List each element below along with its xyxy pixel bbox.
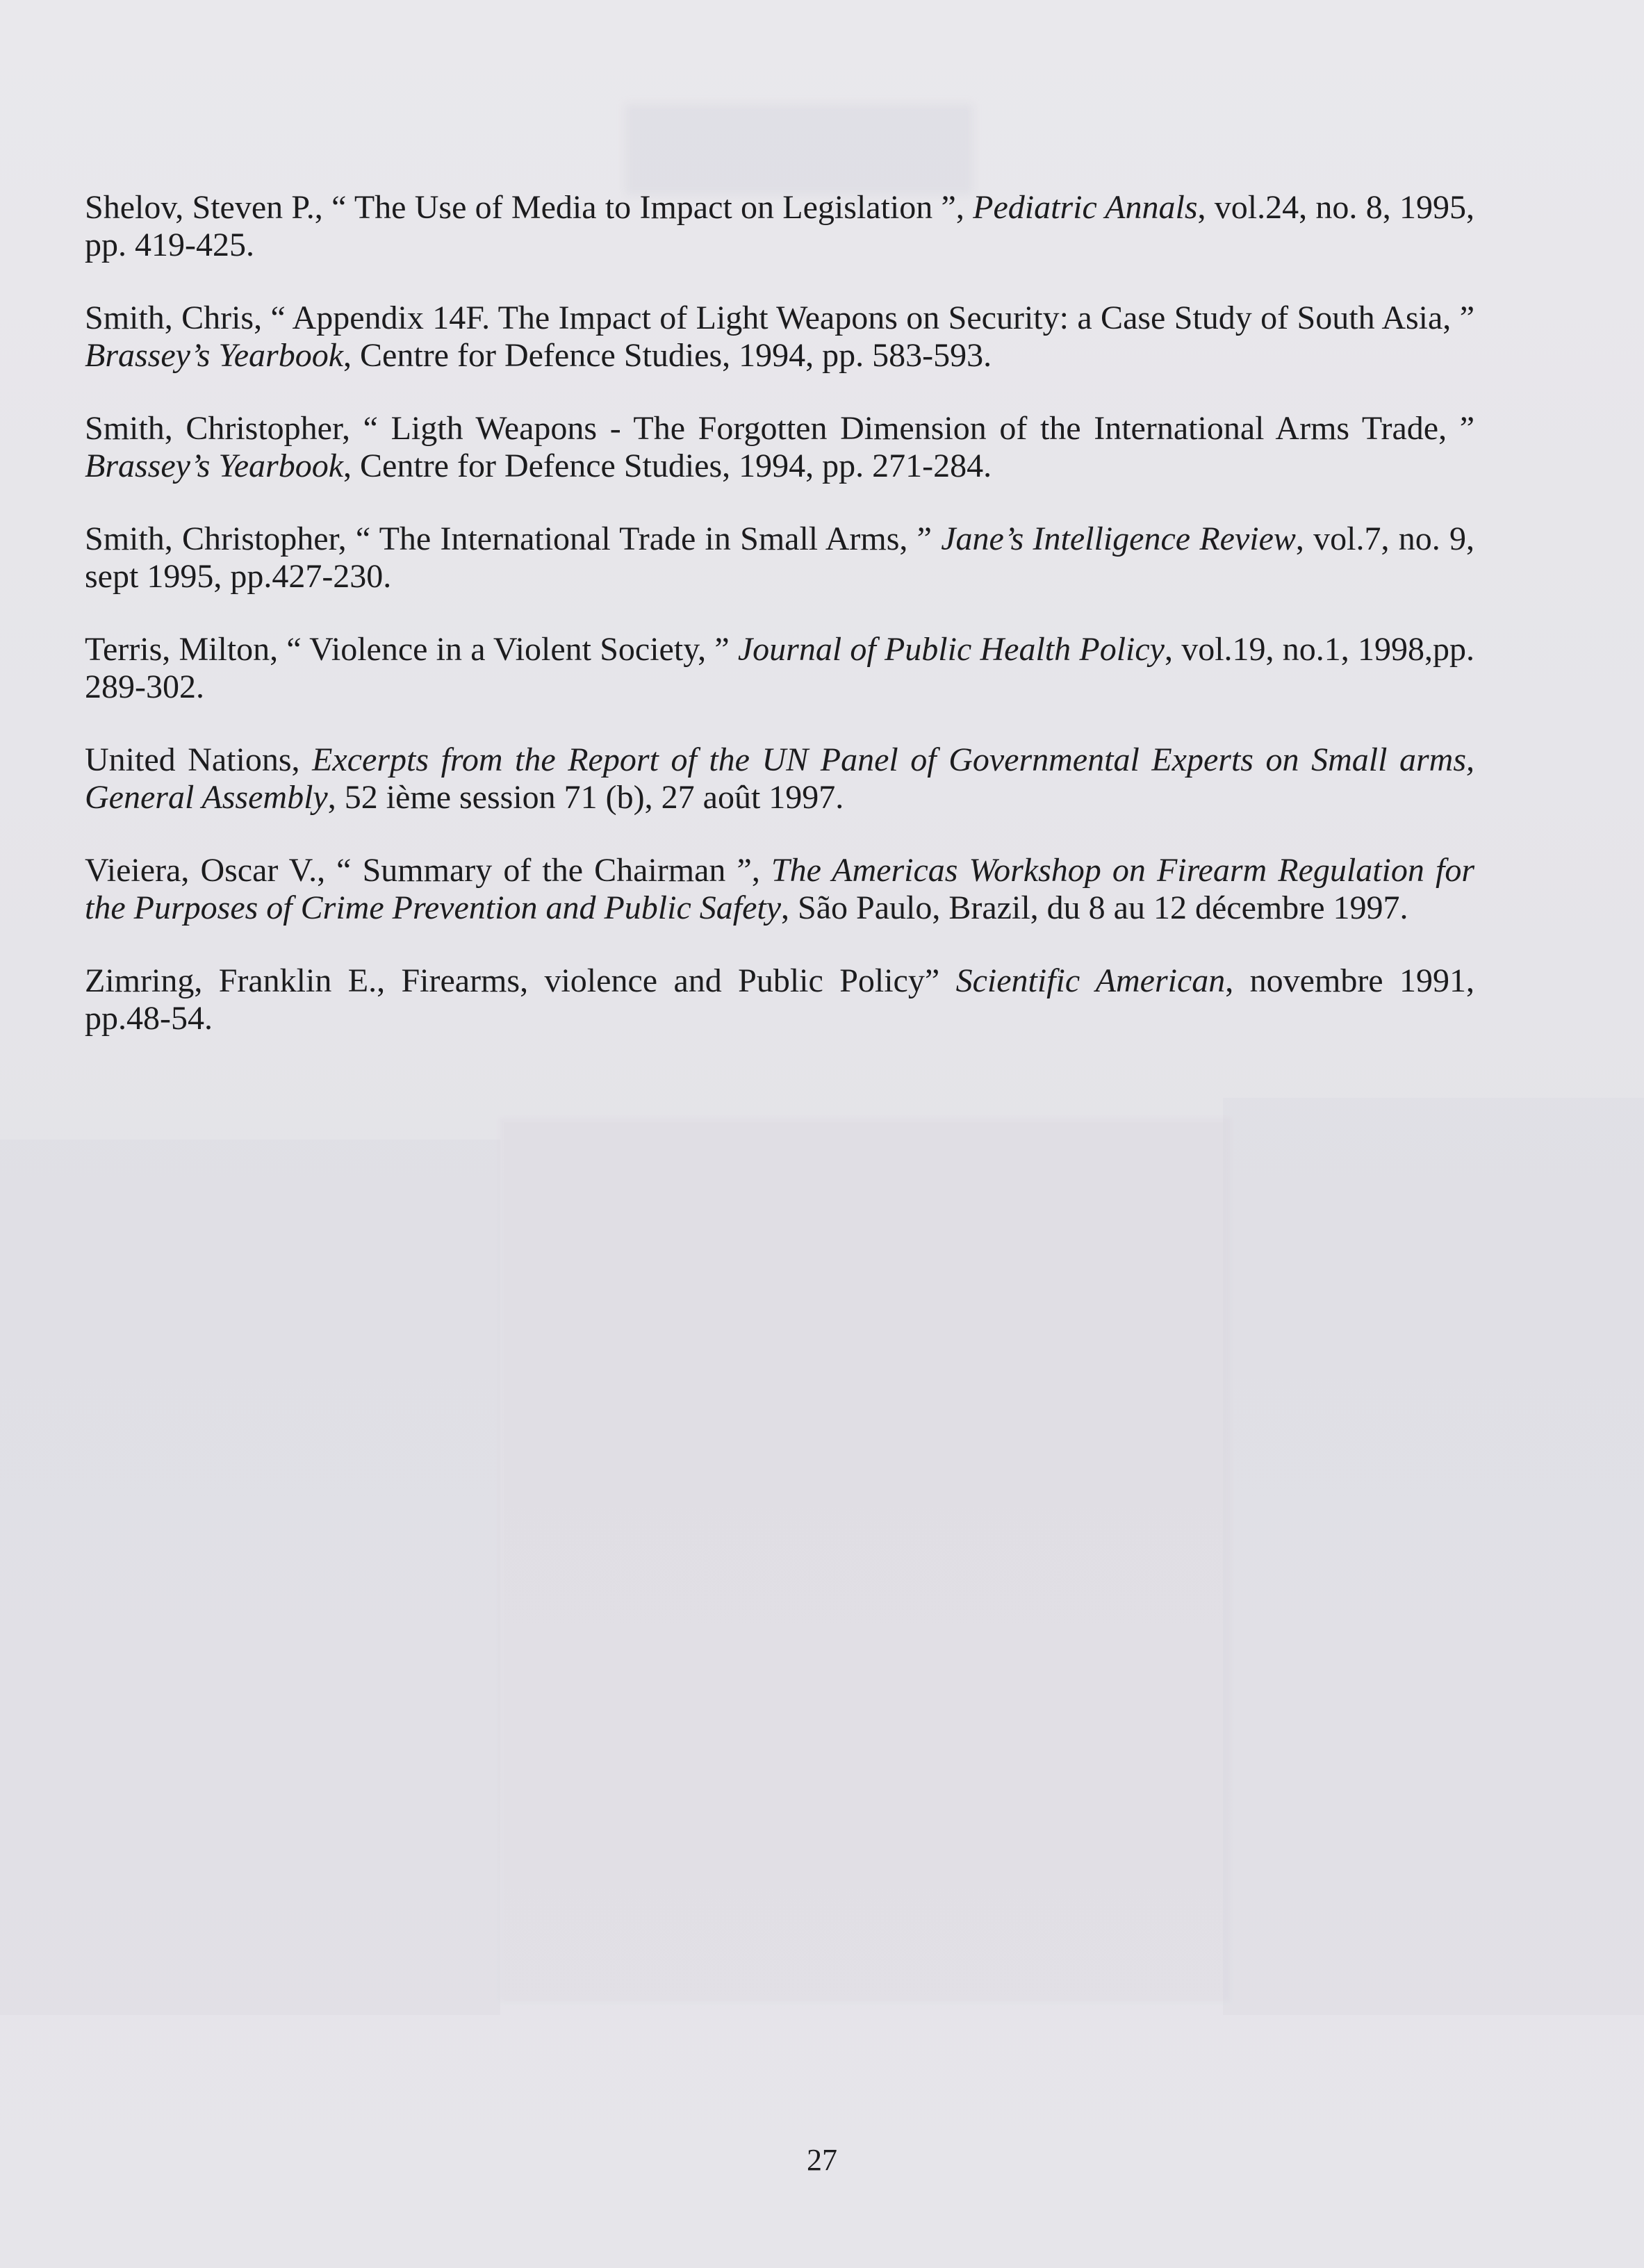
entry-text: Zimring, Franklin E., Firearms, violence and Public Policy” bbox=[85, 962, 956, 999]
bibliography-entry bbox=[85, 741, 1474, 816]
entry-text: Smith, Christopher, “ The International Trade in Small Arms, ” bbox=[85, 520, 942, 557]
entry-text: Terris, Milton, “ Violence in a Violent Society, ” bbox=[85, 631, 738, 668]
entry-details: , Centre for Defence Studies, 1994, pp. 583-593. bbox=[343, 337, 992, 374]
entry-details: , novembre 1991, pp.48-54. bbox=[85, 962, 1475, 1037]
entry-publication-title: Journal of Public Health Policy bbox=[737, 631, 1165, 668]
show-through-artifact bbox=[625, 104, 973, 195]
show-through-artifact bbox=[0, 1140, 500, 2015]
bibliography-entry bbox=[85, 852, 1474, 927]
bibliography-entry bbox=[85, 631, 1474, 706]
entry-publication-title: Brassey’s Yearbook bbox=[85, 337, 344, 374]
bibliography-entry bbox=[85, 410, 1474, 485]
show-through-artifact bbox=[1223, 1098, 1644, 2015]
entry-publication-title: Pediatric Annals bbox=[973, 189, 1198, 226]
entry-details: , vol.7, no. 9, sept 1995, pp.427-230. bbox=[85, 520, 1474, 595]
entry-publication-title: Jane’s Intelligence Review bbox=[941, 520, 1296, 557]
bibliography-entry bbox=[85, 189, 1474, 264]
entry-details: , 52 ième session 71 (b), 27 août 1997. bbox=[327, 779, 844, 816]
page-number: 27 bbox=[807, 2143, 837, 2177]
entry-details: , vol.24, no. 8, 1995, pp. 419-425. bbox=[85, 189, 1474, 263]
entry-publication-title: Scientific American bbox=[955, 962, 1226, 999]
bibliography-entry bbox=[85, 520, 1474, 595]
bibliography-entry bbox=[85, 962, 1474, 1037]
entry-details: , Centre for Defence Studies, 1994, pp. 271-284. bbox=[343, 447, 992, 484]
entry-text: Smith, Chris, “ Appendix 14F. The Impact of Light Weapons on Security: a Case Study of South Asia, ” bbox=[85, 299, 1474, 336]
entry-text: Smith, Christopher, “ Ligth Weapons - The Forgotten Dimension of the International Arms Trade, ” bbox=[85, 410, 1474, 447]
entry-publication-title: The Americas Workshop on Firearm Regulation for the Purposes of Crime Prevention and Public Safety bbox=[85, 852, 1474, 926]
show-through-artifact bbox=[500, 1119, 1230, 2001]
entry-publication-title: Excerpts from the Report of the UN Panel of Governmental Experts on Small arms, General Assembly bbox=[85, 741, 1475, 816]
bibliography-entry bbox=[85, 299, 1474, 375]
entry-details: , vol.19, no.1, 1998,pp. 289-302. bbox=[85, 631, 1475, 705]
entry-text: Vieiera, Oscar V., “ Summary of the Chairman ”, bbox=[85, 852, 771, 889]
entry-text: Shelov, Steven P., “ The Use of Media to Impact on Legislation ”, bbox=[85, 189, 973, 226]
entry-publication-title: Brassey’s Yearbook bbox=[85, 447, 344, 484]
bibliography-list bbox=[85, 189, 1474, 1073]
entry-text: United Nations, bbox=[85, 741, 313, 778]
entry-details: , São Paulo, Brazil, du 8 au 12 décembre 1997. bbox=[781, 889, 1408, 926]
